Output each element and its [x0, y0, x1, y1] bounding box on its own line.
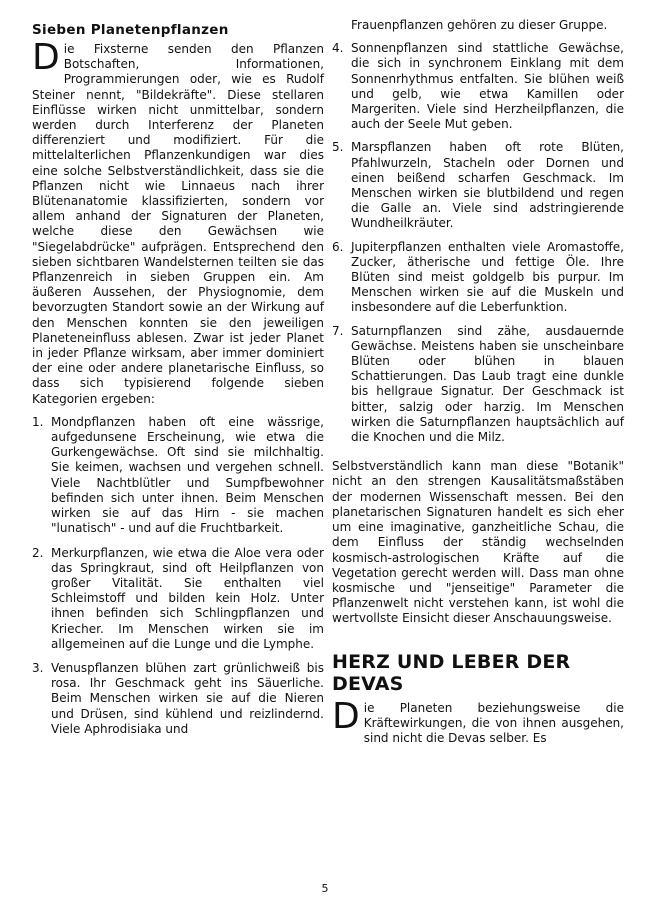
- planet-plant-list-left: [32, 415, 324, 737]
- item-text: Marspflanzen haben oft rote Blüten, Pfahlwurzeln, Stacheln oder Dornen und einen beißend scharfen Geschmack. Im Menschen wirken sie blutbildend und regen die Galle an. Viele sind adstringierende Wundheilkräuter.: [351, 140, 624, 231]
- item-number: 7.: [332, 323, 344, 338]
- item-number: 3.: [32, 660, 44, 675]
- page-number: 5: [321, 882, 329, 895]
- item-text: Venuspflanzen blühen zart grünlichweiß bis rosa. Ihr Geschmack geht ins Säuerliche. Beim Menschen wirken sie auf die Nieren und Drüsen, sind kühlend und reizlindernd. Viele Aphrodisiaka und: [51, 660, 324, 736]
- planet-plant-list-right: [332, 41, 624, 445]
- right-column: [332, 18, 624, 746]
- intro-paragraph: [32, 37, 324, 407]
- body-paragraph: Selbstverständlich kann man diese "Botanik" nicht an den strengen Kausalitätsmaßstäben der modernen Wissenschaft messen. Bei den planetarischen Signaturen handelt es sich eher um eine imaginative, ganzheitliche Schau, die dem Einfluss der ständig wechselnden kosmisch-astrologischen Kräfte auf die Vegetation gerecht werden will. Dass man ohne kosmische und "jenseitige" Parameter die Pflanzenwelt nicht verstehen kann, ist wohl die wertvollste Einsicht dieser Anschauungsweise.: [332, 459, 624, 626]
- item-text: Merkurpflanzen, wie etwa die Aloe vera oder das Springkraut, sind oft Heilpflanzen von großer Vitalität. Sie enthalten viel Schleimstoff und bilden kein Holz. Unter ihnen befinden sich Schlingpflanzen und Kriecher. Im Menschen wirken sie im allgemeinen auf die Lunge und die Lymphe.: [51, 545, 324, 651]
- drop-cap: D: [332, 695, 360, 737]
- item-text: Mondpflanzen haben oft eine wässrige, aufgedunsene Erscheinung, wie etwa die Gurkengewächse. Oft sind sie milchhaltig. Sie keimen, wachsen und vergehen schnell. Viele Nachtblütler und Sumpfbewohner befinden sich unter ihnen. Beim Menschen wirken sie auf das Hirn - sie machen "lunatisch" - und auf die Fruchtbarkeit.: [51, 414, 324, 536]
- item-number: 4.: [332, 41, 344, 56]
- section-text: ie Planeten beziehungsweise die Kräftewirkungen, die von ihnen ausgehen, sind nicht die Devas selber. Es: [363, 700, 624, 745]
- item-text: Sonnenpflanzen sind stattliche Gewächse, die sich in synchronem Einklang mit dem Sonnenrhythmus entfalten. Sie blühen weiß und gelb, wie etwa Kamillen oder Margeriten. Viele sind Herzheilpflanzen, die auch der Seele Mut geben.: [351, 41, 624, 132]
- section-heading: Sieben Planetenpflanzen: [32, 22, 229, 38]
- list-item: [32, 546, 324, 652]
- item-number: 5.: [332, 140, 344, 155]
- left-column: [32, 22, 324, 746]
- list-continuation: Frauenpflanzen gehören zu dieser Gruppe.: [351, 18, 608, 32]
- list-item: [332, 324, 624, 446]
- list-item: [32, 415, 324, 537]
- section-title: HERZ UND LEBER DER DEVAS: [332, 650, 571, 695]
- item-text: Saturnpflanzen sind zähe, ausdauernde Gewächse. Meistens haben sie unscheinbare Blüten oder blühen in blauen Schattierungen. Das Laub tragt eine dunkle bis hellgraue Signatur. Der Geschmack ist bitter, salzig oder harzig. Im Menschen wirken die Saturnpflanzen hauptsächlich auf die Knochen und die Milz.: [351, 323, 624, 445]
- item-text: Jupiterpflanzen enthalten viele Aromastoffe, Zucker, ätherische und fettige Öle. Ihre Blüten sind meist goldgelb bis purpur. Im Menschen wirken sie auf die Muskeln und insbesondere auf die Leberfunktion.: [351, 239, 624, 315]
- section-paragraph: [332, 695, 624, 747]
- list-item: [32, 661, 324, 737]
- item-number: 6.: [332, 239, 344, 254]
- item-number: 1.: [32, 414, 44, 429]
- drop-cap: D: [32, 37, 60, 78]
- list-item: [332, 140, 624, 231]
- list-item: [332, 41, 624, 132]
- list-item: [332, 240, 624, 316]
- intro-text: ie Fixsterne senden den Pflanzen Botschaften, Informationen, Programmierungen oder, wie es Rudolf Steiner nennt, "Bildekräfte". Diese stellaren Einflüsse wirken nicht unmittelbar, sondern werden durch Interferenz der Planeten differenziert und modifiziert. Für die mittelalterlichen Pflanzenkundigen war dies eine solche Selbstverständlichkeit, dass sie die Pflanzen nicht wie Linnaeus nach ihrer Blütenanatomie klassifizierten, sondern vor allem anhand der Signaturen der Planeten, welche diese den Gewächsen wie "Siegelabdrücke" aufprägen. Entsprechend den sieben sichtbaren Wandelsternen teilten sie das Pflanzenreich in sieben Gruppen ein. Am äußeren Aussehen, der Physiognomie, dem bevorzugten Standort sowie an der Wirkung auf den Menschen konnten sie den jeweiligen Planeteneinfluss ablesen. Zwar ist jeder Planet in jeder Pflanze wirksam, aber immer dominiert der eine oder andere planetarische Einfluss, so dass sich typisierend folgende sieben Kategorien ergeben:: [32, 42, 324, 406]
- item-number: 2.: [32, 545, 44, 560]
